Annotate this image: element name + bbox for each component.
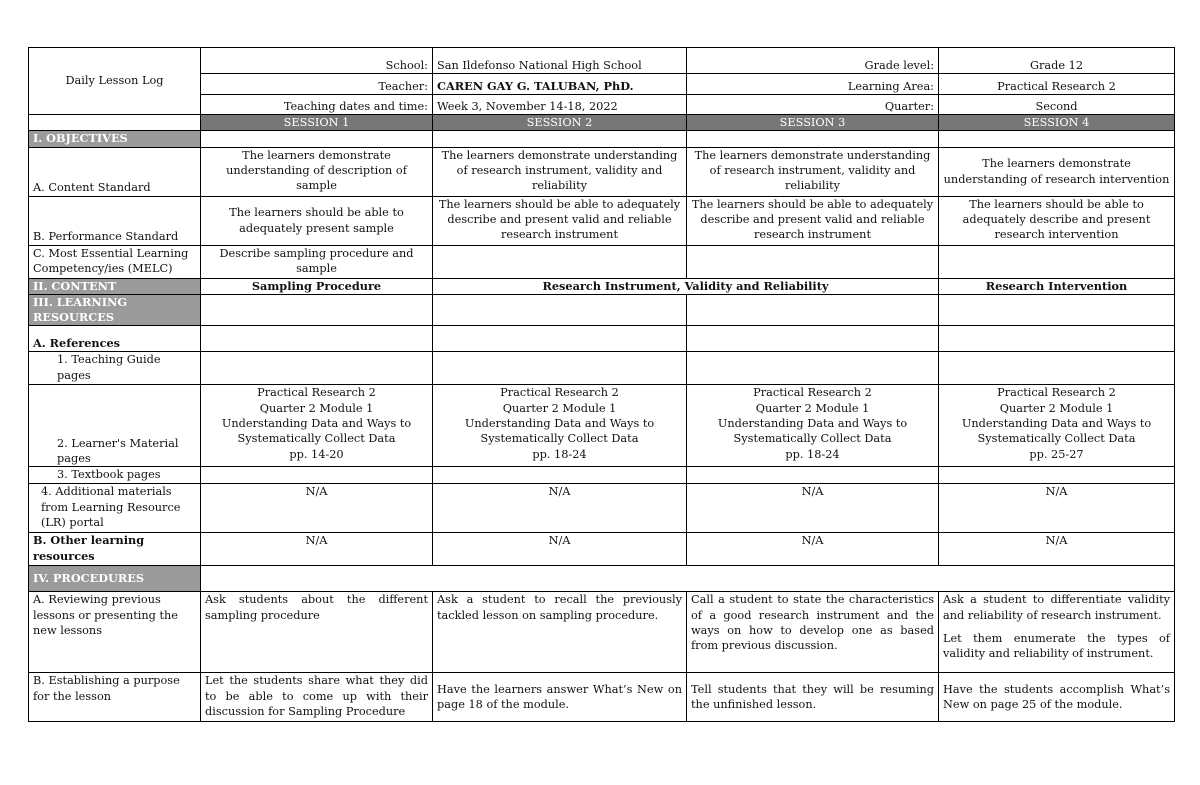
- content-standard-s2: The learners demonstrate understanding of research instrument, validity and reliability: [433, 147, 687, 196]
- performance-standard-s4: The learners should be able to adequately describe and present research intervention: [939, 196, 1175, 245]
- additional-materials-s3: N/A: [687, 484, 939, 533]
- purpose-label: B. Establishing a purpose for the lesson: [29, 673, 201, 722]
- learning-resources-heading: III. LEARNING RESOURCES: [29, 294, 201, 326]
- reviewing-s3: Call a student to state the characteristics of a good research instrument and the ways on how to develop one as based from previous discussion.: [687, 592, 939, 673]
- session-header-blank: [29, 115, 201, 131]
- content-standard-s4: The learners demonstrate understanding of research intervention: [939, 147, 1175, 196]
- content-standard-s1: The learners demonstrate understanding of description of sample: [201, 147, 433, 196]
- teaching-dates-value: Week 3, November 14-18, 2022: [433, 95, 687, 115]
- learners-material-s1: Practical Research 2 Quarter 2 Module 1 Understanding Data and Ways to Systematically Collect Data pp. 14-20: [201, 385, 433, 467]
- performance-standard-s2: The learners should be able to adequately describe and present valid and reliable research instrument: [433, 196, 687, 245]
- learners-material-s3: Practical Research 2 Quarter 2 Module 1 Understanding Data and Ways to Systematically Collect Data pp. 18-24: [687, 385, 939, 467]
- melc-s2: [433, 245, 687, 278]
- teacher-label: Teacher:: [201, 74, 433, 95]
- purpose-s2: Have the learners answer What’s New on page 18 of the module.: [433, 673, 687, 722]
- teaching-dates-label: Teaching dates and time:: [201, 95, 433, 115]
- quarter-label: Quarter:: [687, 95, 939, 115]
- procedures-heading: IV. PROCEDURES: [29, 566, 201, 592]
- performance-standard-s3: The learners should be able to adequately describe and present valid and reliable research instrument: [687, 196, 939, 245]
- references-label: A. References: [29, 326, 201, 352]
- daily-lesson-log-table: [28, 47, 1175, 722]
- melc-s3: [687, 245, 939, 278]
- quarter-value: Second: [939, 95, 1175, 115]
- melc-s4: [939, 245, 1175, 278]
- performance-standard-s1: The learners should be able to adequately present sample: [201, 196, 433, 245]
- additional-materials-label: 4. Additional materials from Learning Resource (LR) portal: [29, 484, 201, 533]
- session-1-header: SESSION 1: [201, 115, 433, 131]
- learners-material-s2: Practical Research 2 Quarter 2 Module 1 Understanding Data and Ways to Systematically Collect Data pp. 18-24: [433, 385, 687, 467]
- reviewing-s4-paragraph-2: Let them enumerate the types of validity and reliability of instrument.: [943, 632, 1170, 661]
- school-label: School:: [201, 48, 433, 74]
- other-resources-s4: N/A: [939, 533, 1175, 566]
- additional-materials-s2: N/A: [433, 484, 687, 533]
- learning-area-value: Practical Research 2: [939, 74, 1175, 95]
- session-2-header: SESSION 2: [433, 115, 687, 131]
- purpose-s1: Let the students share what they did to be able to come up with their discussion for Sampling Procedure: [201, 673, 433, 722]
- purpose-s4: Have the students accomplish What’s New on page 25 of the module.: [939, 673, 1175, 722]
- other-resources-s3: N/A: [687, 533, 939, 566]
- other-resources-s1: N/A: [201, 533, 433, 566]
- reviewing-s2: Ask a student to recall the previously tackled lesson on sampling procedure.: [433, 592, 687, 673]
- content-standard-label: A. Content Standard: [29, 147, 201, 196]
- objectives-heading: I. OBJECTIVES: [29, 131, 201, 147]
- additional-materials-s4: N/A: [939, 484, 1175, 533]
- session-3-header: SESSION 3: [687, 115, 939, 131]
- reviewing-label: A. Reviewing previous lessons or presenting the new lessons: [29, 592, 201, 673]
- session-header-row: [29, 115, 1175, 131]
- grade-level-value: Grade 12: [939, 48, 1175, 74]
- grade-level-label: Grade level:: [687, 48, 939, 74]
- content-standard-s3: The learners demonstrate understanding of research instrument, validity and reliability: [687, 147, 939, 196]
- content-s4: Research Intervention: [939, 278, 1175, 294]
- teacher-value: CAREN GAY G. TALUBAN, PhD.: [433, 74, 687, 95]
- other-resources-s2: N/A: [433, 533, 687, 566]
- teaching-guide-label: 1. Teaching Guide pages: [29, 352, 201, 385]
- school-value: San Ildefonso National High School: [433, 48, 687, 74]
- content-s1: Sampling Procedure: [201, 278, 433, 294]
- content-s2-s3: Research Instrument, Validity and Reliability: [433, 278, 939, 294]
- reviewing-s4-paragraph-1: Ask a student to differentiate validity and reliability of research instrument.: [943, 593, 1170, 622]
- additional-materials-s1: N/A: [201, 484, 433, 533]
- content-heading: II. CONTENT: [29, 278, 201, 294]
- procedures-blank: [201, 566, 1175, 592]
- session-4-header: SESSION 4: [939, 115, 1175, 131]
- reviewing-s1: Ask students about the different sampling procedure: [201, 592, 433, 673]
- other-resources-label: B. Other learning resources: [29, 533, 201, 566]
- document-title: Daily Lesson Log: [29, 48, 201, 115]
- performance-standard-label: B. Performance Standard: [29, 196, 201, 245]
- learners-material-label: 2. Learner's Material pages: [29, 385, 201, 467]
- purpose-s3: Tell students that they will be resuming the unfinished lesson.: [687, 673, 939, 722]
- melc-label: C. Most Essential Learning Competency/ies (MELC): [29, 245, 201, 278]
- melc-s1: Describe sampling procedure and sample: [201, 245, 433, 278]
- learning-area-label: Learning Area:: [687, 74, 939, 95]
- learners-material-s4: Practical Research 2 Quarter 2 Module 1 Understanding Data and Ways to Systematically Collect Data pp. 25-27: [939, 385, 1175, 467]
- reviewing-s4: [939, 592, 1175, 673]
- textbook-pages-label: 3. Textbook pages: [29, 467, 201, 484]
